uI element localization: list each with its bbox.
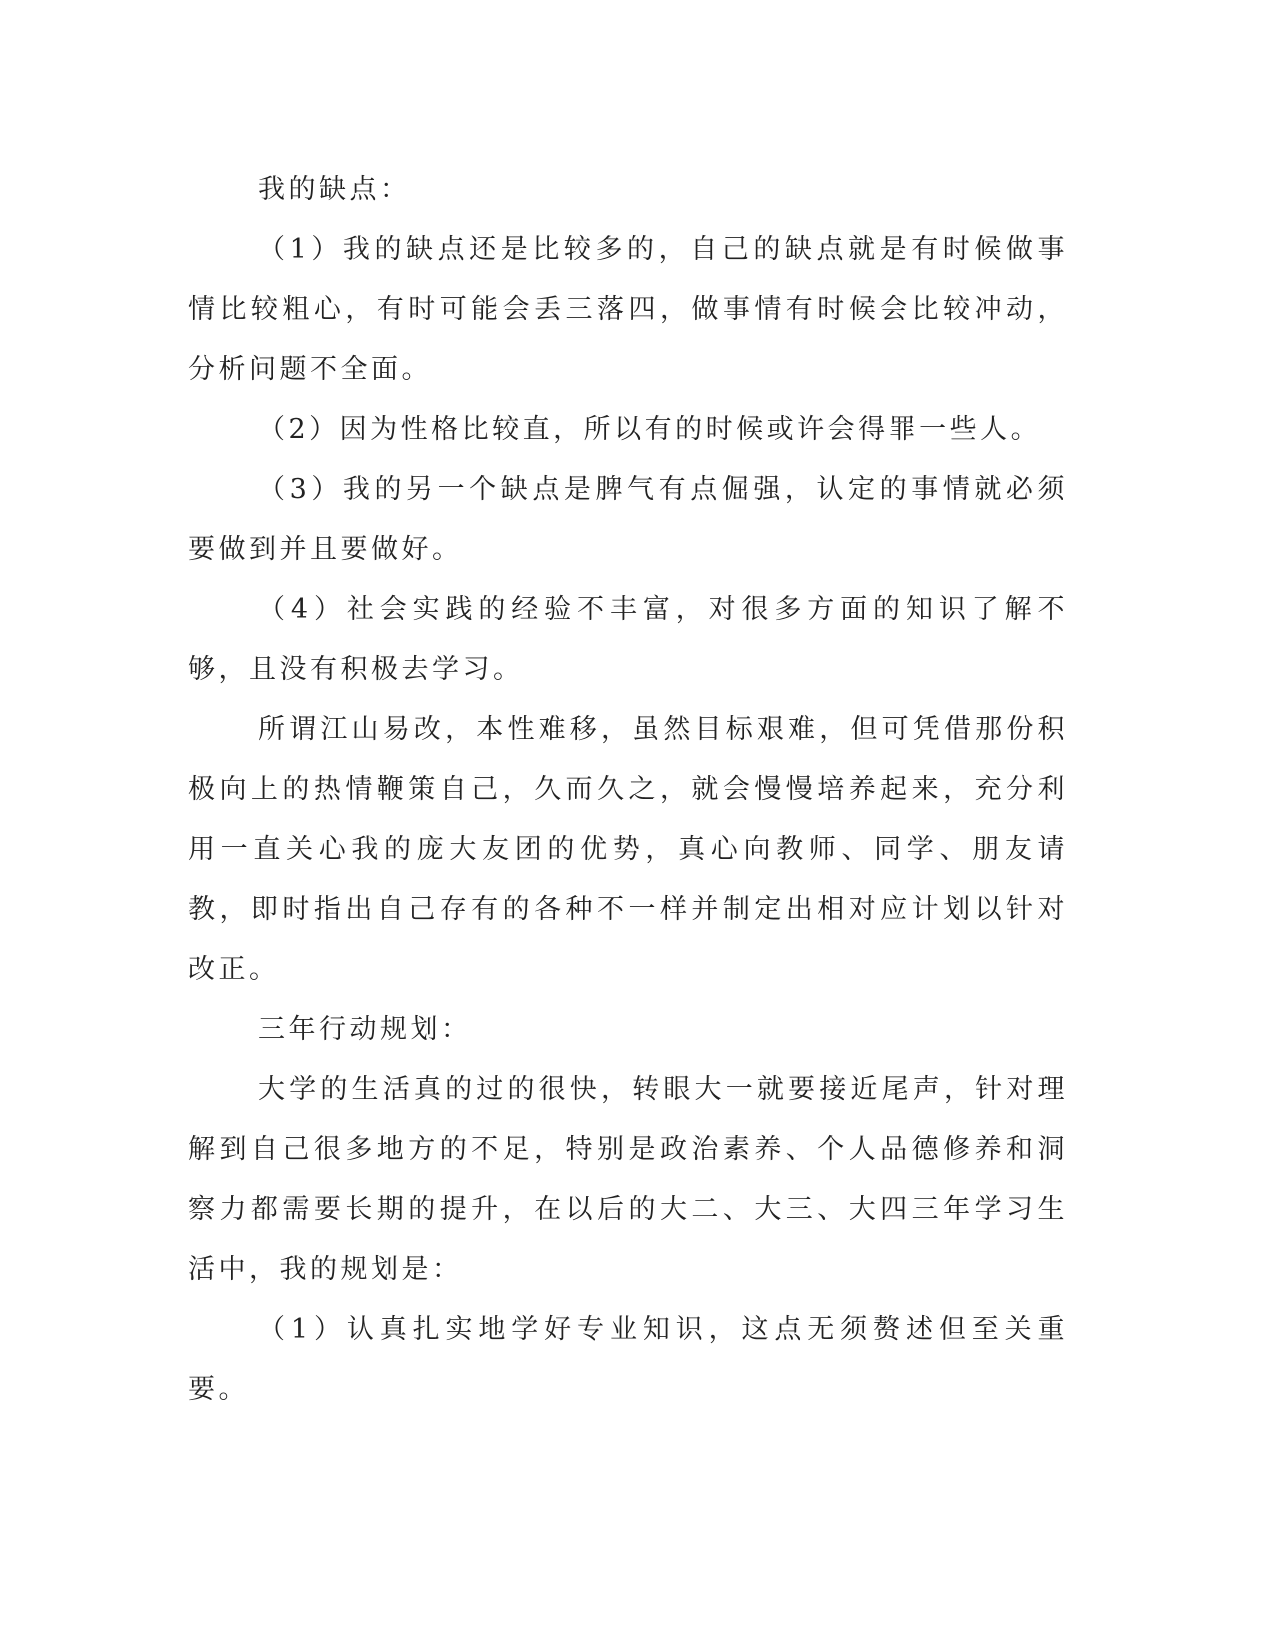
heading-shortcomings: 我的缺点： (258, 174, 411, 205)
document-body (188, 160, 1068, 1420)
paragraph-shortcoming-3: （3）我的另一个缺点是脾气有点倔强，认定的事情就必须要做到并且要做好。 (188, 474, 1068, 565)
paragraph-improvement: 所谓江山易改，本性难移，虽然目标艰难，但可凭借那份积极向上的热情鞭策自己，久而久之，就会慢慢培养起来，充分利用一直关心我的庞大友团的优势，真心向教师、同学、朋友请教，即时指出自己存有的各种不一样并制定出相对应计划以针对改正。 (188, 714, 1068, 985)
heading-three-year-plan: 三年行动规划： (258, 1014, 472, 1045)
paragraph-shortcoming-4: （4）社会实践的经验不丰富，对很多方面的知识了解不够，且没有积极去学习。 (188, 594, 1068, 685)
paragraph-plan-1: （1）认真扎实地学好专业知识，这点无须赘述但至关重要。 (188, 1314, 1068, 1405)
paragraph-shortcoming-2: （2）因为性格比较直，所以有的时候或许会得罪一些人。 (258, 414, 1042, 445)
paragraph-shortcoming-1: （1）我的缺点还是比较多的，自己的缺点就是有时候做事情比较粗心，有时可能会丢三落四，做事情有时候会比较冲动，分析问题不全面。 (188, 234, 1068, 385)
paragraph-plan-intro: 大学的生活真的过的很快，转眼大一就要接近尾声，针对理解到自己很多地方的不足，特别是政治素养、个人品德修养和洞察力都需要长期的提升，在以后的大二、大三、大四三年学习生活中，我的规划是： (188, 1074, 1068, 1285)
